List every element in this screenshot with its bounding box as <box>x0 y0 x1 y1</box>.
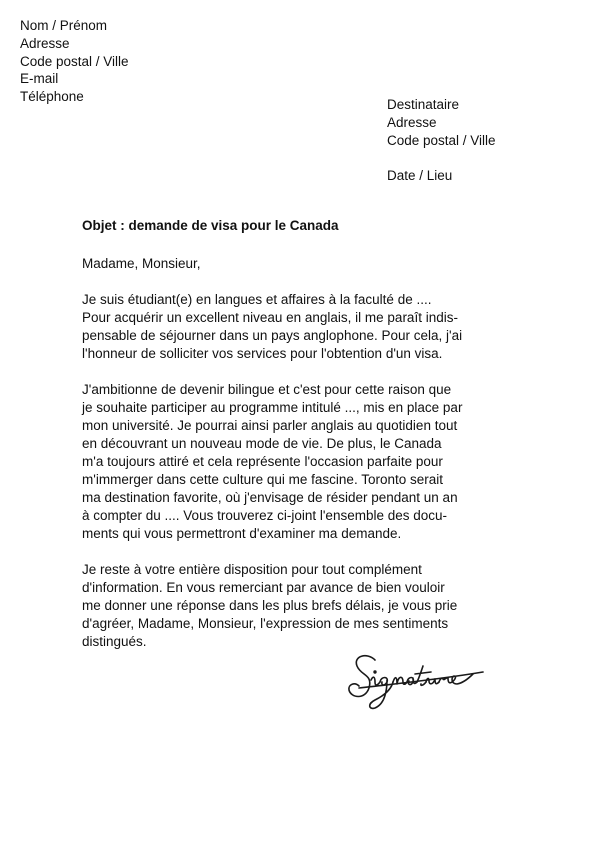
body-line: me donner une réponse dans les plus brefs délais, je vous prie <box>82 598 458 613</box>
recipient-address: Adresse <box>387 114 437 130</box>
body-line: m'a toujours attiré et cela représente l'occasion parfaite pour <box>82 454 443 469</box>
body-line: m'immerger dans cette culture qui me fascine. Toronto serait <box>82 472 443 487</box>
body-line: Pour acquérir un excellent niveau en anglais, il me paraît indis- <box>82 310 458 325</box>
recipient-block <box>387 96 496 185</box>
body-line: Je reste à votre entière disposition pour tout complément <box>82 562 422 577</box>
body-line: distingués. <box>82 634 147 649</box>
date-place: Date / Lieu <box>387 168 453 184</box>
body-line: d'agréer, Madame, Monsieur, l'expression de mes sentiments <box>82 616 449 631</box>
letter-subject: Objet : demande de visa pour le Canada <box>82 218 339 233</box>
paragraph-3 <box>82 561 522 651</box>
body-line: mon université. Je pourrai ainsi parler anglais au quotidien tout <box>82 418 458 433</box>
sender-block <box>20 17 129 106</box>
sender-name: Nom / Prénom <box>20 18 108 33</box>
paragraph-1 <box>82 291 522 363</box>
paragraph-gap <box>82 273 522 291</box>
body-line: pensable de séjourner dans un pays anglophone. Pour cela, j'ai <box>82 328 463 343</box>
letter-body <box>82 255 522 651</box>
recipient-postal-city: Code postal / Ville <box>387 132 496 148</box>
body-line: l'honneur de solliciter vos services pour l'obtention d'un visa. <box>82 346 443 361</box>
body-line: en découvrant un nouveau mode de vie. De plus, le Canada <box>82 436 442 451</box>
body-line: ma destination favorite, où j'envisage de résider pendant un an <box>82 490 458 505</box>
signature-drawing <box>345 648 490 716</box>
body-line: d'information. En vous remerciant par avance de bien vouloir <box>82 580 445 595</box>
sender-postal-city: Code postal / Ville <box>20 53 129 69</box>
sender-address: Adresse <box>20 35 70 51</box>
body-line: Je suis étudiant(e) en langues et affaires à la faculté de .... <box>82 292 432 307</box>
paragraph-gap <box>82 543 522 561</box>
paragraph-gap <box>82 363 522 381</box>
paragraph-2 <box>82 381 522 543</box>
body-line: à compter du .... Vous trouverez ci-joint l'ensemble des docu- <box>82 508 448 523</box>
body-line: je souhaite participer au programme intitulé ..., mis en place par <box>82 400 463 415</box>
body-line: ments qui vous permettront d'examiner ma demande. <box>82 526 402 541</box>
recipient-title: Destinataire <box>387 97 460 112</box>
body-line: J'ambitionne de devenir bilingue et c'est pour cette raison que <box>82 382 452 397</box>
sender-phone: Téléphone <box>20 89 84 105</box>
salutation: Madame, Monsieur, <box>82 256 201 271</box>
sender-email: E-mail <box>20 71 59 87</box>
handwritten-signature <box>345 648 490 716</box>
